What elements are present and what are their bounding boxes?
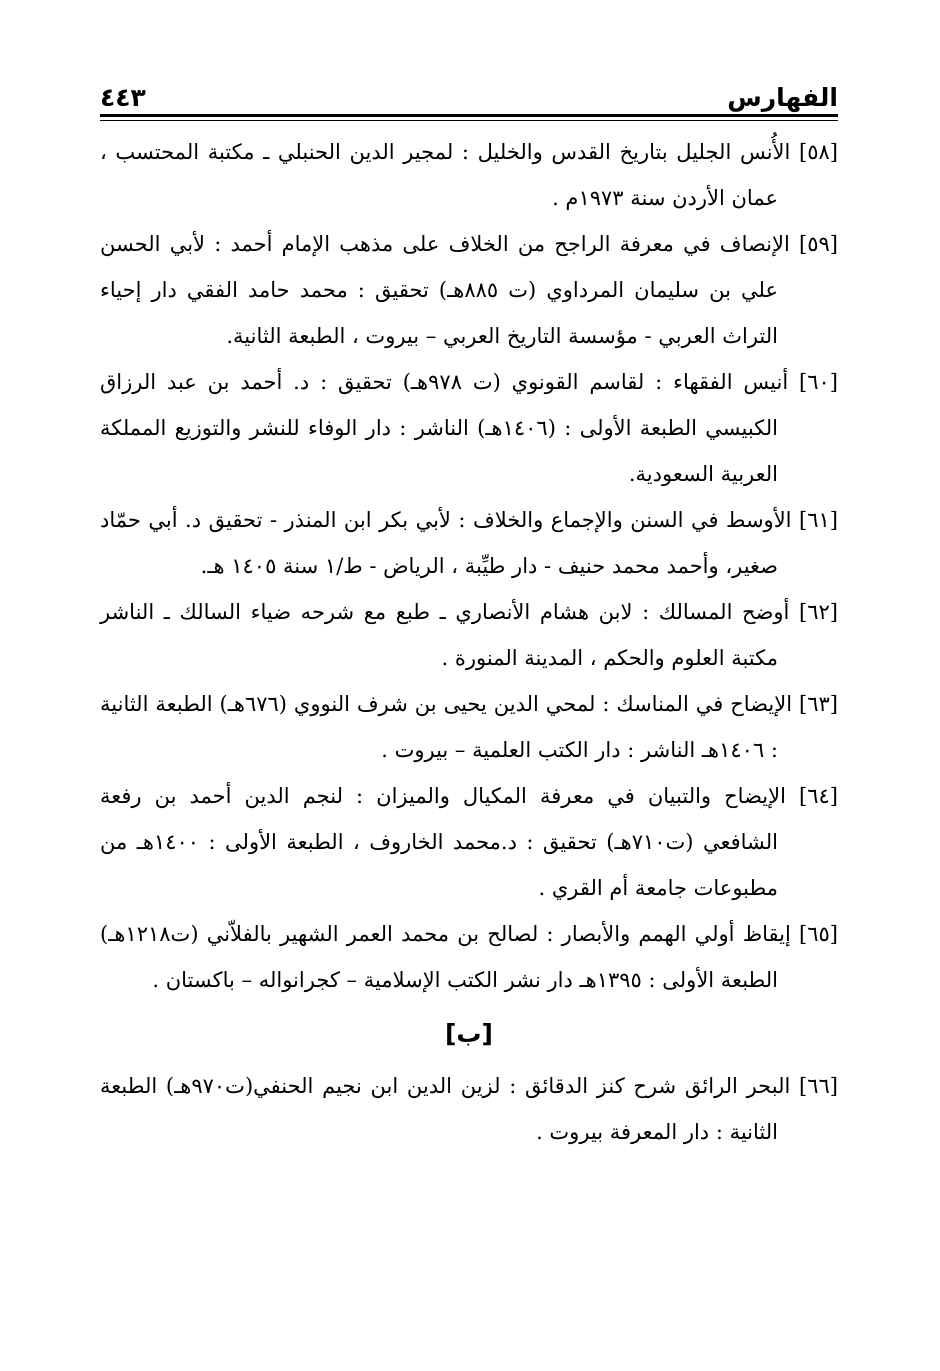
- header-rule-thin: [100, 120, 838, 121]
- entry-number: [٦٣]: [799, 692, 838, 716]
- entry-number: [٦١]: [799, 508, 838, 532]
- entry-text: أنيس الفقهاء : لقاسم القونوي (ت ٩٧٨هـ) تحقيق : د. أحمد بن عبد الرزاق الكبيسي الطبعة الأولى : (١٤٠٦هـ) الناشر : دار الوفاء للنشر والتوزيع المملكة العربية السعودية.: [100, 370, 789, 486]
- entry-number: [٥٨]: [799, 140, 838, 164]
- bibliography-entry-64: [100, 773, 838, 911]
- running-head: [100, 70, 838, 110]
- bibliography-entry-62: [100, 589, 838, 681]
- entry-text: الأُنس الجليل بتاريخ القدس والخليل : لمجير الدين الحنبلي ـ مكتبة المحتسب ، عمان الأردن سنة ١٩٧٣م .: [100, 140, 791, 210]
- bibliography-entry-60: [100, 359, 838, 497]
- page-number: ٤٤٣: [100, 83, 146, 112]
- entry-number: [٦٠]: [799, 370, 838, 394]
- entry-text: إيقاظ أولي الهمم والأبصار : لصالح بن محمد العمر الشهير بالفلاّني (ت١٢١٨هـ) الطبعة الأولى : ١٣٩٥هـ دار نشر الكتب الإسلامية – كجرانواله – باكستان .: [100, 922, 791, 992]
- entry-text: البحر الرائق شرح كنز الدقائق : لزين الدين ابن نجيم الحنفي(ت٩٧٠هـ) الطبعة الثانية : دار المعرفة بيروت .: [100, 1074, 791, 1144]
- entry-number: [٦٢]: [799, 600, 838, 624]
- section-heading-letter: [ب]: [445, 1019, 493, 1048]
- entry-number: [٦٦]: [799, 1074, 838, 1098]
- bibliography-entry-63: [100, 681, 838, 773]
- entry-text: الإيضاح في المناسك : لمحي الدين يحيى بن شرف النووي (٦٧٦هـ) الطبعة الثانية : ١٤٠٦هـ الناشر : دار الكتب العلمية – بيروت .: [100, 692, 793, 762]
- entry-text: أوضح المسالك : لابن هشام الأنصاري ـ طبع مع شرحه ضياء السالك ـ الناشر مكتبة العلوم والحكم ، المدينة المنورة .: [100, 600, 790, 670]
- bibliography-entry-61: [100, 497, 838, 589]
- bibliography-list: [100, 129, 838, 1155]
- running-title: الفهارس: [727, 83, 838, 112]
- bibliography-entry-66: [100, 1063, 838, 1155]
- entry-text: الإيضاح والتبيان في معرفة المكيال والميزان : لنجم الدين أحمد بن رفعة الشافعي (ت٧١٠هـ) تحقيق : د.محمد الخاروف ، الطبعة الأولى : ١٤٠٠هـ من مطبوعات جامعة أم القري .: [100, 784, 786, 900]
- header-rule-thick: [100, 114, 838, 117]
- entry-text: الإنصاف في معرفة الراجح من الخلاف على مذهب الإمام أحمد : لأبي الحسن علي بن سليمان المرداوي (ت ٨٨٥هـ) تحقيق : محمد حامد الفقي دار إحياء التراث العربي - مؤسسة التاريخ العربي – بيروت ، الطبعة الثانية.: [100, 232, 790, 348]
- entry-number: [٦٥]: [799, 922, 838, 946]
- entry-number: [٦٤]: [799, 784, 838, 808]
- bibliography-entry-65: [100, 911, 838, 1003]
- entry-number: [٥٩]: [799, 232, 838, 256]
- bibliography-entry-59: [100, 221, 838, 359]
- bibliography-entry-58: [100, 129, 838, 221]
- entry-text: الأوسط في السنن والإجماع والخلاف : لأبي بكر ابن المنذر - تحقيق د. أبي حمّاد صغير، وأحمد محمد حنيف - دار طيِّبة ، الرياض - ط/١ سنة ١٤٠٥ هـ.: [100, 508, 792, 578]
- page: [100, 70, 838, 1155]
